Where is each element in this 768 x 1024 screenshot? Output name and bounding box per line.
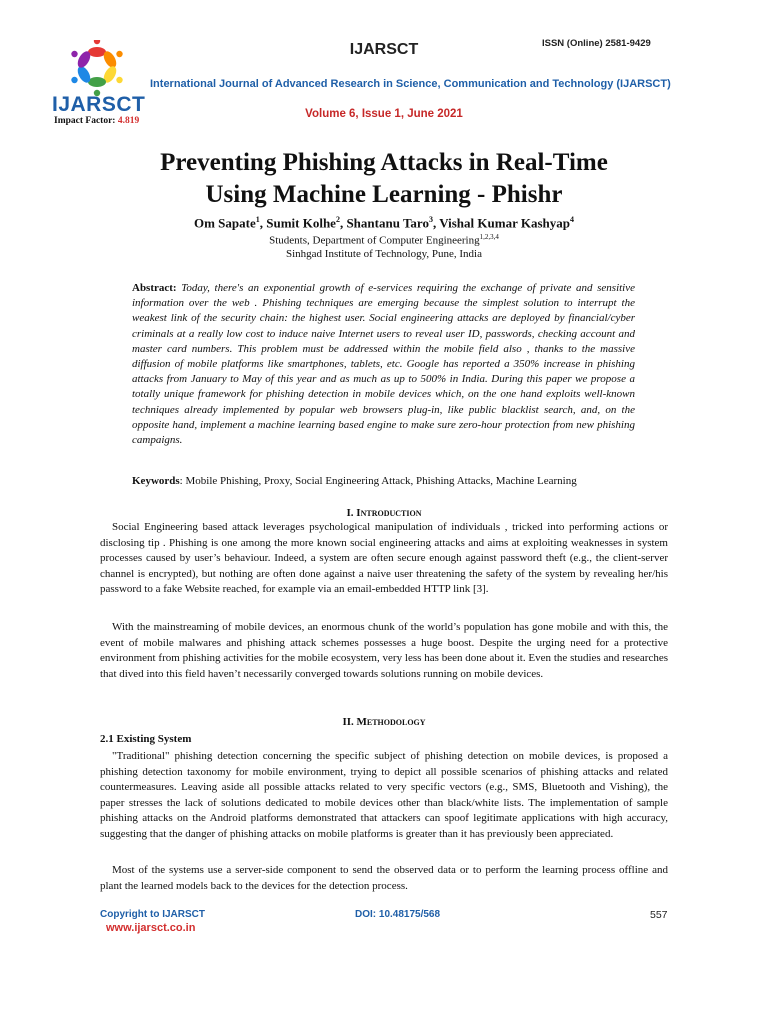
section-heading-introduction [0,507,768,519]
methodology-paragraph-2: Most of the systems use a server-side component to send the observed data or to perform the learning process offline and plant the learned models back to the devices for the detection process. [100,864,668,892]
keywords [132,475,635,487]
logo-petal [88,77,106,87]
header-center-title: IJARSCT [349,41,419,58]
affiliation-department [90,233,678,247]
author-separator: , [339,215,347,231]
paper-title [90,147,678,211]
author-affiliation-sup: 3 [428,215,433,224]
section-number: I. [346,507,357,519]
affiliation-institute: Sinhgad Institute of Technology, Pune, India [286,248,482,260]
paper-title-line2: Using Machine Learning - Phishr [205,181,563,208]
author-list [90,215,678,231]
section-title: Introduction [356,507,422,519]
methodology-paragraph-1: "Traditional" phishing detection concerning the specific subject of phishing detection on mobile devices, is proposed a phishing detection taxonomy for mobile environment, trying to depict all possible scenarios of phishing attacks and related countermeasures. Leaving aside all possible attacks related to very specific vectors (e.g., SMS, Bluetooth and Vishing), the paper stresses the lack of solutions dedicated to mobile devices other than black/white lists. The implementation of sample phishing attacks on the Android platforms demonstrated that attackers can spoof legitimate applications with high accuracy, suggesting that the danger of phishing attacks on mobile platforms is greater than it has previously been appreciated. [100,750,668,840]
subsection-heading-existing-system: 2.1 Existing System [100,733,192,745]
author-name: Sumit Kolhe [266,215,336,231]
impact-factor-value: 4.819 [117,116,140,126]
keywords-text: : Mobile Phishing, Proxy, Social Engineering Attack, Phishing Attacks, Machine Learning [179,475,577,487]
journal-name: International Journal of Advanced Research in Science, Communication and Technology (IJARSCT) [150,78,671,90]
author-name: Om Sapate [193,215,256,231]
author-name: Shantanu Taro [346,215,429,231]
brand-name: IJARSCT [52,93,146,116]
author-affiliation-sup: 4 [570,215,574,224]
author-separator: , [259,215,267,231]
affiliation-text: Students, Department of Computer Engineering [269,234,480,247]
footer-website-link[interactable]: www.ijarsct.co.in [106,922,196,934]
issn: ISSN (Online) 2581-9429 [542,38,651,49]
abstract-text: Today, there's an exponential growth of e-services requiring the exchange of private and sensitive information over the web . Phishing techniques are emerging because the simplest solution to interrupt the weakest link of the security chain: the highest user. Social engineering attacks are deployed by financial/cyber criminals at a really low cost to induce naive Internet users to reveal user ID, passwords, checking account and master card numbers. This problem must be addressed within the mobile field also , thanks to the massive diffusion of mobile platforms like smartphones, tablets, etc. Google has reported a 350% increase in phishing attacks from January to May of this year and as much as up to 500% in India. During this paper we propose a totally unique framework for phishing detection in mobile devices which, on the one hand exploits well-known techniques already implemented by popular web browsers plug-in, like public blacklist search, and, on the opposite hand, implement a machine learning based engine to make sure zero-hour protection from new phishing campaigns. [132,282,636,447]
intro-paragraph-1: Social Engineering based attack leverages psychological manipulation of individuals , tricked into performing actions or disclosing tip . Phishing is one among the more known social engineering attacks and aims at exploiting weaknesses in system processes caused by user’s behaviour. Indeed, a system are often secure enough against password theft (e.g., the client-server channel is encrypted), but nothing are often done against a naive user threatening the safety of the system by revealing her/his password to a fake Website reached, for example via an email-embedded HTTP link [3]. [100,521,668,595]
logo-dot [116,77,122,83]
author-separator: , [432,215,440,231]
section-title: Methodology [356,716,426,728]
keywords-label: Keywords [132,475,180,487]
abstract-label: Abstract: [132,282,177,294]
section-heading-methodology [0,716,768,728]
volume-issue: Volume 6, Issue 1, June 2021 [305,108,463,120]
affiliation-sup: 1,2,3,4 [479,233,499,241]
section-number: II. [342,716,357,728]
intro-paragraph-2: With the mainstreaming of mobile devices, an enormous chunk of the world’s population has gone mobile and with this, the event of mobile malwares and phishing attack schemes possesses a huge boost. Despite the urging need for a protective environment from phishing activities for the mobile ecosystem, very less has been done about it. Even the studies and researches that dived into this field haven’t necessarily converged towards solutions running on mobile devices. [100,621,668,680]
logo-dot [71,77,77,83]
abstract [132,281,635,448]
footer-doi: DOI: 10.48175/568 [355,909,441,920]
paper-title-line1: Preventing Phishing Attacks in Real-Time [160,149,608,176]
footer-copyright: Copyright to IJARSCT [100,909,205,920]
page-number: 557 [650,909,668,921]
author-affiliation-sup: 1 [255,215,260,224]
impact-factor-label: Impact Factor: [54,116,116,126]
author-name: Vishal Kumar Kashyap [439,215,570,231]
author-affiliation-sup: 2 [335,215,340,224]
